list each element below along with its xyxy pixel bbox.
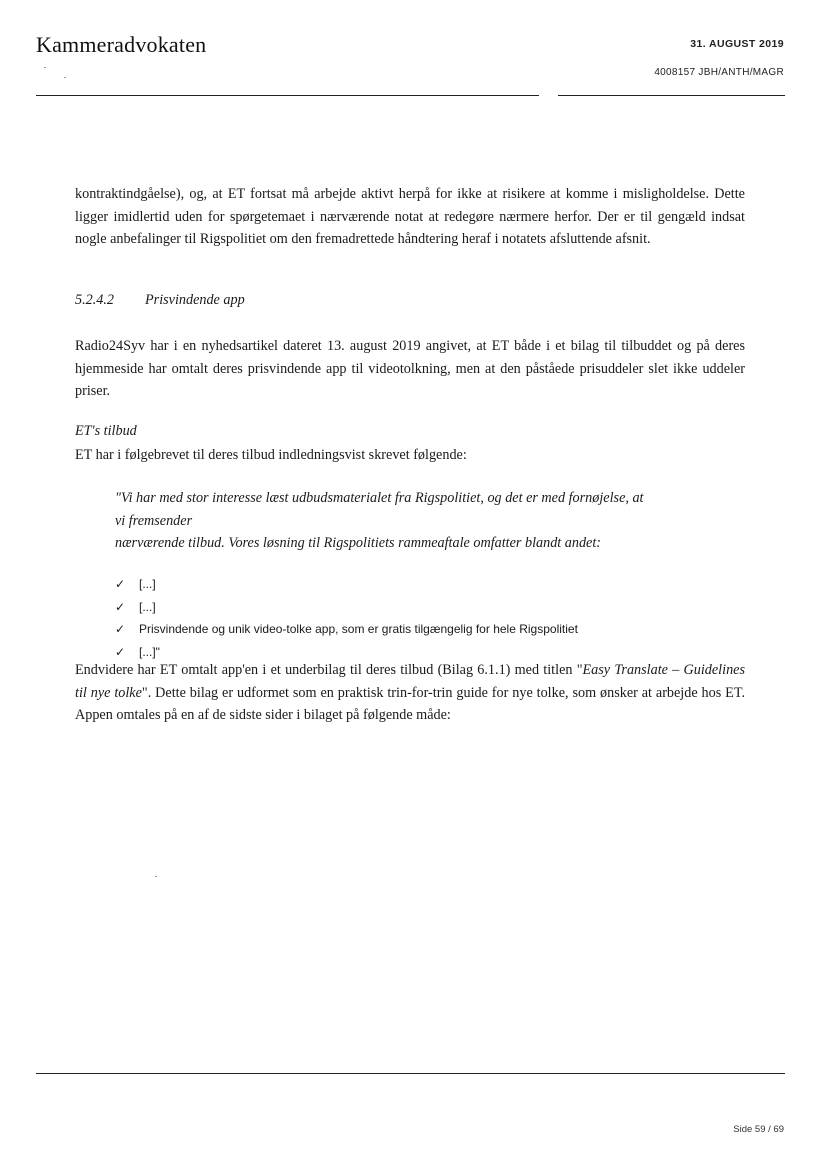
- list-item: [115, 573, 578, 596]
- checkmark-icon: ✓: [115, 599, 126, 614]
- case-reference: 4008157 JBH/ANTH/MAGR: [654, 67, 784, 78]
- section-number: 5.2.4.2: [75, 292, 115, 308]
- quote-line: "Vi har med stor interesse læst udbudsmaterialet fra Rigspolitiet, og det er med fornøjelse, at: [115, 490, 644, 506]
- scan-speck: [64, 77, 66, 78]
- checkmark-icon: ✓: [115, 622, 126, 637]
- list-item-text: [...]: [139, 577, 156, 592]
- quote-block: [115, 487, 715, 555]
- paragraph-underbilag-end: ". Dette bilag er udformet som en praktisk trin-for-trin guide for nye tolke, som ønsker at arbejde hos ET. Appen omtales på en af de sidste sider i bilaget på følgende måde:: [75, 684, 745, 724]
- section-heading: [75, 292, 245, 309]
- footer-rule: [36, 1073, 785, 1074]
- list-item-text: [...]: [139, 599, 156, 614]
- paragraph-misligholdelse: kontraktindgåelse), og, at ET fortsat må arbejde aktivt herpå for ikke at risikere at komme i misligholdelse. Dette ligger imidlertid uden for spørgetemaet i nærværende notat at redegøre nærmere herfor. Der er til gengæld indsat nogle anbefalinger til Rigspolitiet om den fremadrettede håndtering heraf i notatets afsluttende afsnit.: [75, 186, 745, 248]
- paragraph-folgebrev: ET har i følgebrevet til deres tilbud indledningsvist skrevet følgende:: [75, 447, 467, 463]
- paragraph-underbilag-start: Endvidere har ET omtalt app'en i et underbilag til deres tilbud (Bilag 6.1.1) med titlen ": [75, 662, 583, 678]
- header-rule-right: [558, 95, 785, 96]
- scan-speck: [44, 67, 46, 68]
- guide-title: Easy Translate – Guidelines til nye tolke: [75, 662, 745, 701]
- checkmark-icon: ✓: [115, 644, 126, 659]
- page-number: Side 59 / 69: [733, 1124, 784, 1135]
- quote-line: nærværende tilbud. Vores løsning til Rigspolitiets rammeaftale omfatter blandt andet:: [115, 535, 602, 552]
- section-title: Prisvindende app: [145, 292, 245, 308]
- quote-line: vi fremsender: [115, 512, 193, 529]
- scan-speck: [155, 876, 157, 877]
- bullet-list: [115, 573, 578, 663]
- logo-wordmark: Kammeradvokaten: [36, 32, 207, 57]
- paragraph-radio24syv: Radio24Syv har i en nyhedsartikel dateret 13. august 2019 angivet, at ET både i et bilag til tilbuddet og på deres hjemmeside har omtalt deres prisvindende app til videotolkning, men at den påståede prisuddeler slet ikke uddeler priser.: [75, 338, 745, 400]
- list-item-text: Prisvindende og unik video-tolke app, som er gratis tilgængelig for hele Rigspolitiet: [139, 622, 578, 637]
- checkmark-icon: ✓: [115, 577, 126, 592]
- list-item: [115, 618, 578, 641]
- header-rule-left: [36, 95, 539, 96]
- subheading-ets-tilbud: ET's tilbud: [75, 423, 137, 439]
- paragraph-underbilag: [75, 659, 745, 727]
- list-item: [115, 596, 578, 619]
- document-date: 31. AUGUST 2019: [690, 38, 784, 50]
- list-item-text: [...]": [139, 644, 160, 659]
